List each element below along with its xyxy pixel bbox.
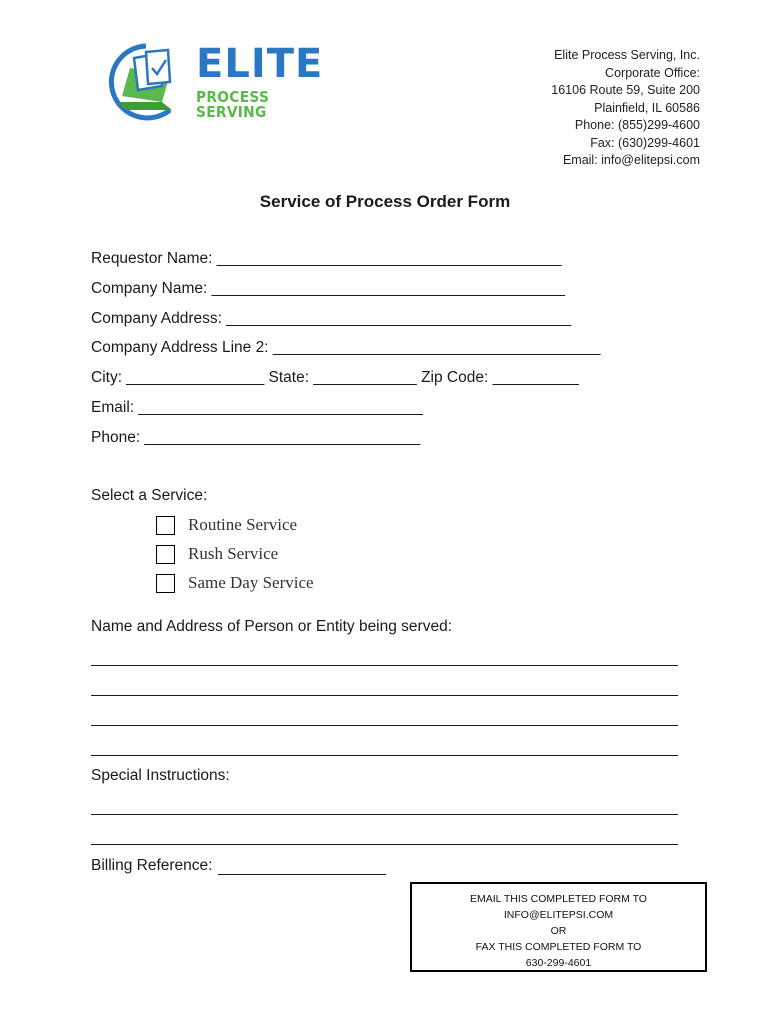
email-label: Email: _________________________________ xyxy=(91,399,423,416)
email-field[interactable] xyxy=(91,398,423,418)
routine-service-checkbox[interactable] xyxy=(156,516,175,535)
company-address2-label: Company Address Line 2: ______________________________________ xyxy=(91,339,601,356)
city-address: Plainfield, IL 60586 xyxy=(594,100,700,115)
billing-reference-label: Billing Reference: xyxy=(91,857,213,874)
served-party-line-3[interactable] xyxy=(91,725,678,726)
page-title: Service of Process Order Form xyxy=(259,192,511,211)
city-state-zip-label: City: ________________ State: ____________ Zip Code: __________ xyxy=(91,369,579,386)
same-day-service-option[interactable] xyxy=(156,571,314,595)
street-address: 16106 Route 59, Suite 200 xyxy=(551,83,700,97)
requestor-name-label: Requestor Name: ________________________________________ xyxy=(91,250,562,267)
rush-service-option[interactable] xyxy=(156,542,278,566)
company-address-label: Company Address: ________________________________________ xyxy=(91,310,572,327)
rush-service-checkbox[interactable] xyxy=(156,545,175,564)
special-instructions-line-1[interactable] xyxy=(91,814,678,815)
notice-line-email: EMAIL THIS COMPLETED FORM TO xyxy=(470,893,647,905)
special-instructions-line-2[interactable] xyxy=(91,844,678,845)
logo-emblem-icon xyxy=(100,38,200,122)
company-name: Elite Process Serving, Inc. xyxy=(554,48,700,62)
company-address-block xyxy=(440,47,700,170)
submission-notice-box xyxy=(410,882,707,972)
company-name-label: Company Name: _________________________________________ xyxy=(91,280,566,297)
special-instructions-label: Special Instructions: xyxy=(91,767,230,784)
company-name-field[interactable] xyxy=(91,279,565,299)
company-address-field[interactable] xyxy=(91,309,571,329)
logo-subtitle-text: PROCESS SERVING xyxy=(196,88,270,121)
fax-number: Fax: (630)299-4601 xyxy=(590,135,700,150)
served-party-line-2[interactable] xyxy=(91,695,678,696)
city-state-zip-field[interactable] xyxy=(91,368,579,388)
company-address2-field[interactable] xyxy=(91,338,600,358)
rush-service-label: Rush Service xyxy=(188,544,279,563)
phone-label: Phone: ________________________________ xyxy=(91,429,421,446)
phone-number: Phone: (855)299-4600 xyxy=(574,118,700,132)
select-service-label: Select a Service: xyxy=(91,487,208,504)
notice-or: OR xyxy=(550,925,567,937)
served-party-line-4[interactable] xyxy=(91,755,678,756)
billing-reference-field[interactable] xyxy=(218,874,386,875)
routine-service-option[interactable] xyxy=(156,513,297,537)
logo-brand-text: ELITE xyxy=(196,41,324,87)
served-party-line-1[interactable] xyxy=(91,665,678,666)
same-day-service-checkbox[interactable] xyxy=(156,574,175,593)
served-party-label: Name and Address of Person or Entity being served: xyxy=(91,618,453,635)
email-address: Email: info@elitepsi.com xyxy=(562,153,700,167)
phone-field[interactable] xyxy=(91,428,420,448)
office-label: Corporate Office: xyxy=(605,65,700,80)
notice-email-address: INFO@ELITEPSI.COM xyxy=(503,909,614,921)
notice-line-fax: FAX THIS COMPLETED FORM TO xyxy=(475,941,642,953)
company-logo xyxy=(100,38,340,122)
requestor-name-field[interactable] xyxy=(91,249,562,269)
routine-service-label: Routine Service xyxy=(188,515,298,534)
notice-fax-number: 630-299-4601 xyxy=(525,957,592,969)
same-day-service-label: Same Day Service xyxy=(188,573,314,592)
